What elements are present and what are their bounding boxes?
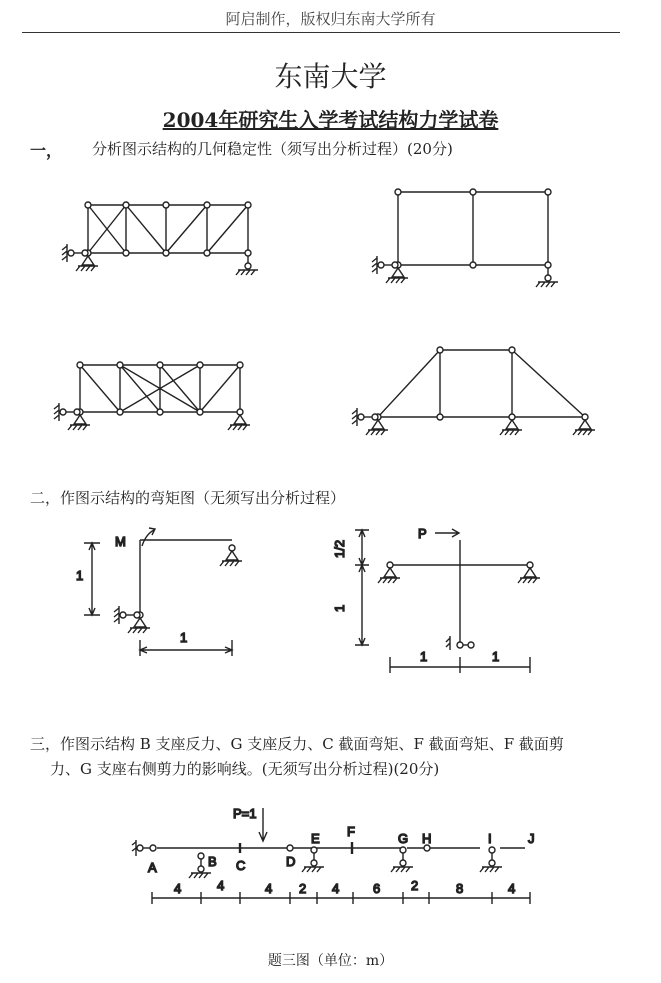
question-3-text-line2: 力、G 支座右侧剪力的影响线。(无须写出分析过程)(20分) [50, 760, 440, 778]
q2-left-frame [76, 528, 242, 656]
q1-truss-3 [54, 362, 250, 430]
point-g-label: G [398, 831, 409, 846]
span-label: 4 [508, 881, 516, 896]
span-label: 8 [456, 881, 464, 896]
span-label: 4 [174, 881, 182, 896]
q3-beam [132, 806, 535, 904]
q1-frame-2 [372, 189, 558, 287]
question-1-text: 分析图示结构的几何稳定性（须写出分析过程）(20分) [92, 140, 453, 158]
horizontal-dimension [390, 657, 530, 673]
roller-support-e-icon [302, 847, 324, 872]
link-support-icon [114, 606, 140, 624]
roller-support-icon [236, 250, 258, 275]
university-title: 东南大学 [274, 60, 387, 93]
moment-arrow-icon [142, 530, 154, 546]
roller-support-icon [536, 262, 558, 287]
width-label: 1 [180, 630, 188, 645]
roller-support-g-icon [391, 847, 413, 872]
link-support-icon [54, 403, 80, 421]
q1-truss-1 [62, 202, 258, 275]
figure-3-caption: 题三图（单位：m） [267, 953, 394, 969]
height-label: 1 [76, 568, 84, 583]
question-3-text-line1: 三，作图示结构 B 支座反力、G 支座反力、C 截面弯矩、F 截面弯矩、F 截面剪 [30, 735, 564, 753]
q2-right-frame [332, 526, 540, 673]
point-e-label: E [311, 831, 320, 846]
moment-label: M [115, 534, 126, 549]
span2-label: 1 [492, 649, 500, 664]
span-label: 2 [299, 881, 307, 896]
roller-support-i-icon [480, 847, 502, 872]
point-d-label: D [286, 854, 296, 869]
point-f-label: F [347, 824, 355, 839]
point-i-label: I [488, 831, 492, 846]
exam-title-text: 2004年研究生入学考试结构力学试卷 [162, 108, 499, 132]
span-label: 4 [332, 881, 340, 896]
load-arrow-icon [435, 529, 459, 537]
point-c-label: C [236, 858, 246, 873]
point-b-label: B [208, 854, 217, 869]
span-label: 2 [411, 878, 419, 893]
link-support-icon [62, 244, 88, 262]
point-a-label: A [148, 860, 157, 875]
upper-height-label: 1/2 [332, 539, 347, 558]
point-j-label: J [528, 831, 535, 846]
vertical-dimension [355, 530, 369, 645]
link-support-a-icon [132, 840, 156, 856]
question-2-text: 二，作图示结构的弯矩图（无须写出分析过程） [30, 489, 346, 507]
span1-label: 1 [420, 649, 428, 664]
link-support-icon [352, 408, 378, 426]
span-dimension-line [152, 892, 530, 904]
point-h-label: H [422, 831, 432, 846]
span-label: 4 [217, 878, 225, 893]
height-dimension [84, 543, 100, 615]
lower-height-label: 1 [332, 604, 347, 612]
load-label: P [418, 526, 427, 541]
unit-load-arrow-icon [259, 808, 267, 841]
span-label: 6 [373, 881, 381, 896]
q1-trapezoid-4 [352, 347, 595, 435]
pin-support-icon [220, 545, 242, 566]
unit-load-label: P=1 [233, 806, 257, 821]
span-label: 4 [265, 881, 273, 896]
question-1-number: 一， [30, 141, 63, 160]
page-header: 阿启制作，版权归东南大学所有 [225, 10, 436, 28]
link-support-icon [372, 256, 398, 274]
